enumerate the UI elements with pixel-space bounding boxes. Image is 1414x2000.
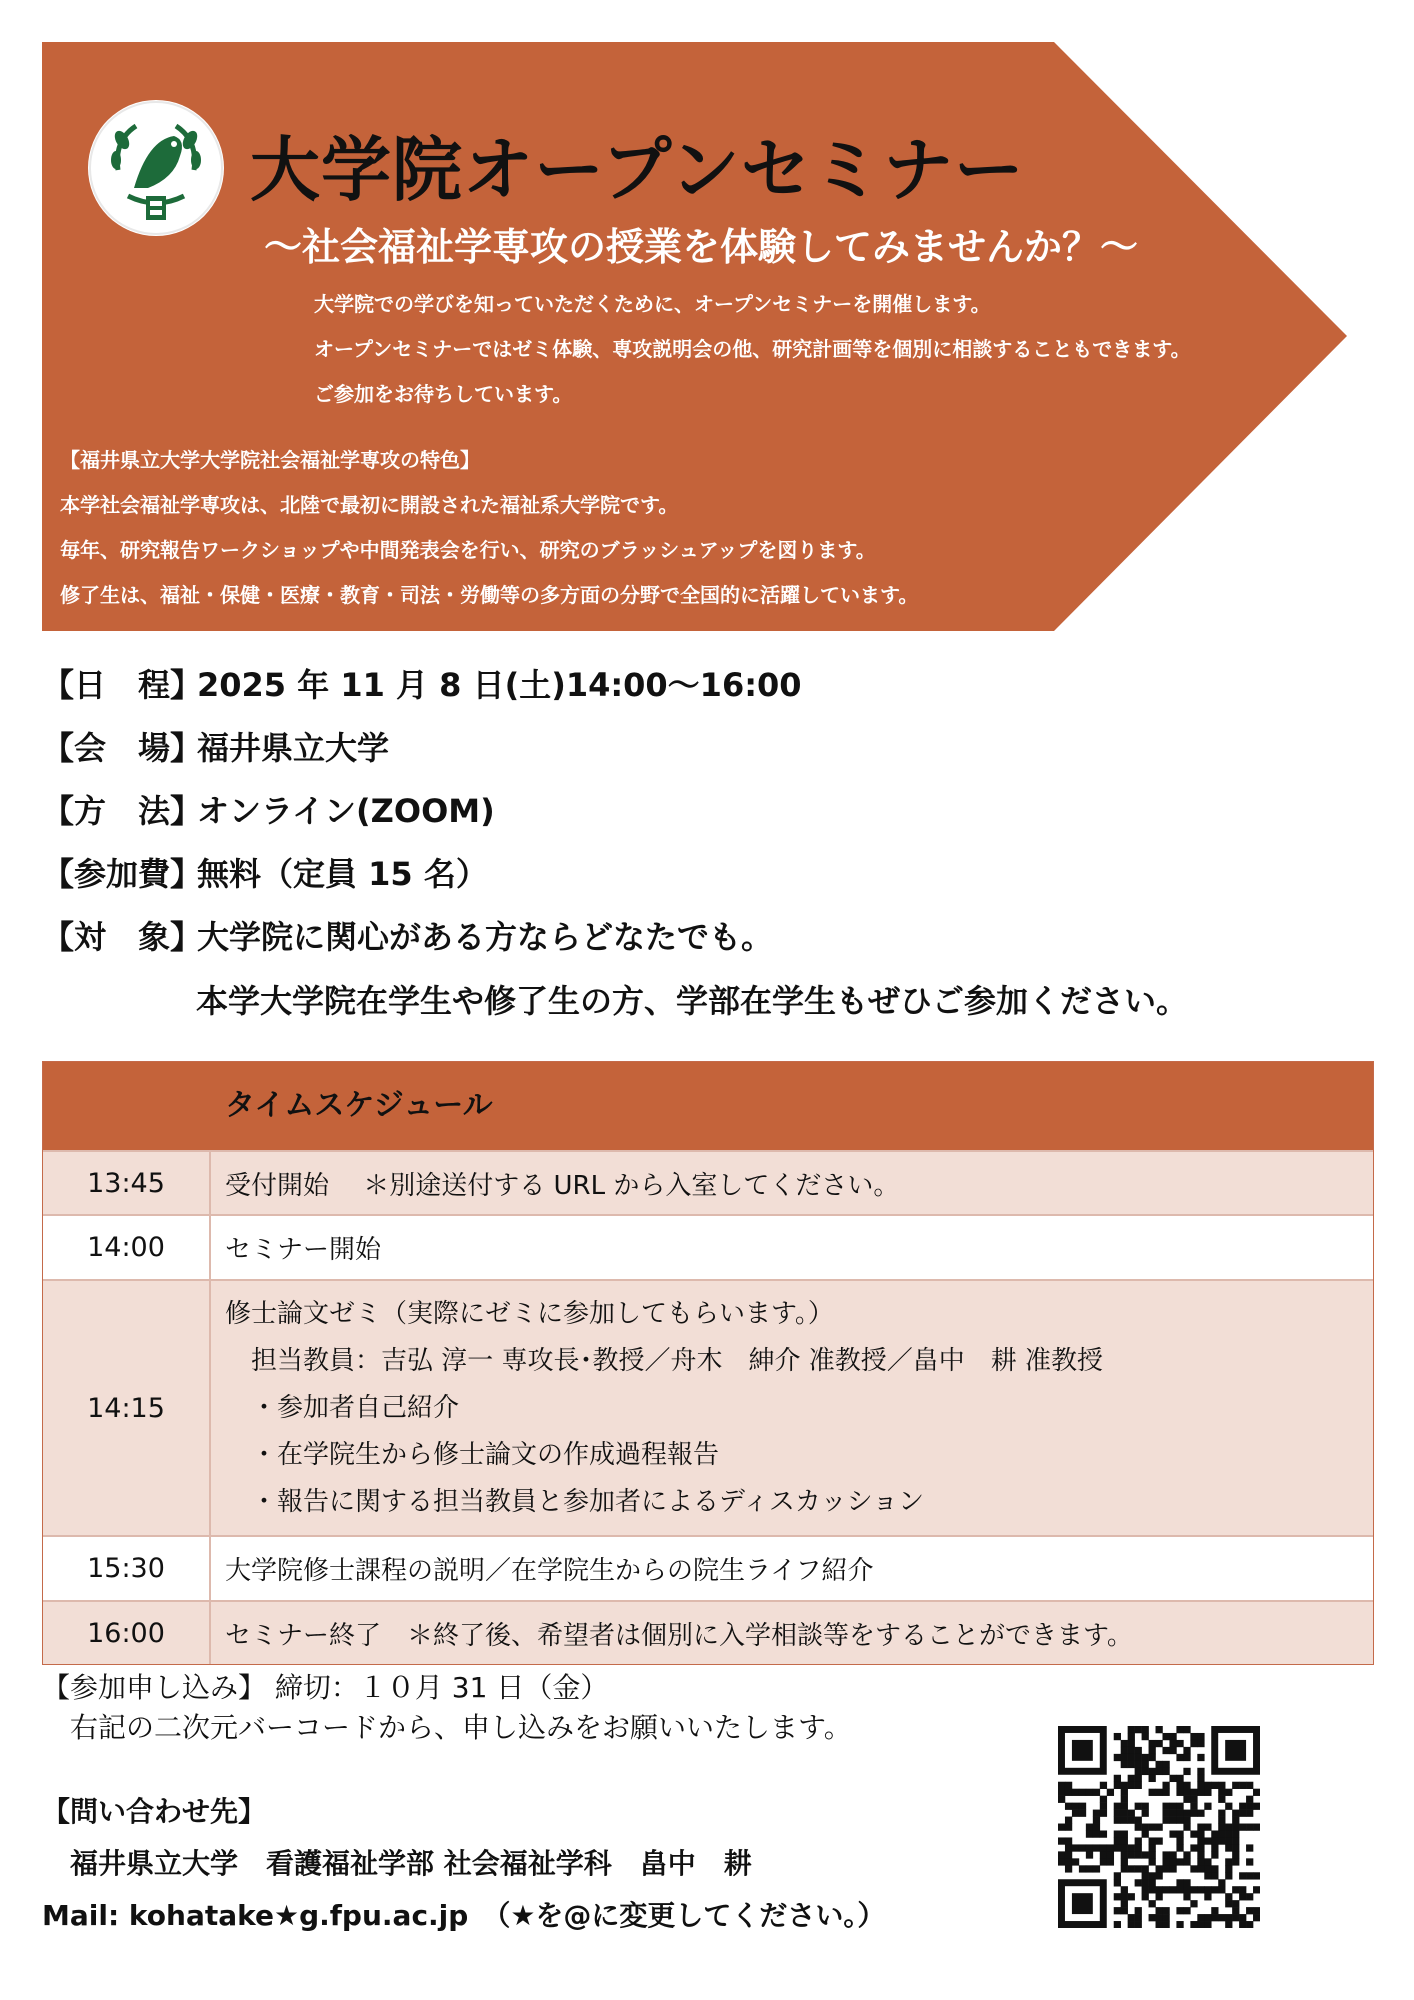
schedule-line: セミナー終了 ＊終了後、希望者は個別に入学相談等をすることができます。 (225, 1620, 1133, 1651)
schedule-line: ・参加者自己紹介 (225, 1392, 460, 1423)
intro-line: 大学院での学びを知っていただくために、オープンセミナーを開催します。 (314, 292, 991, 316)
info-value: 大学院に関心がある方ならどなたでも。 (197, 918, 774, 956)
info-value: オンライン(ZOOM) (197, 792, 495, 830)
schedule-desc (211, 1281, 1373, 1535)
schedule-line: 大学院修士課程の説明／在学院生からの院生ライフ紹介 (225, 1556, 874, 1586)
features-line: 本学社会福祉学専攻は、北陸で最初に開設された福祉系大学院です。 (60, 493, 679, 517)
header-banner (42, 42, 1347, 631)
page-subtitle: ～社会福祉学専攻の授業を体験してみませんか？～ (264, 225, 1139, 269)
application-instructions: 右記の二次元バーコードから、申し込みをお願いいたします。 (42, 1711, 852, 1744)
schedule-time: 15:30 (43, 1537, 211, 1600)
contact-info (42, 1786, 885, 1942)
info-label: 【方 法】 (42, 792, 203, 830)
table-row (43, 1150, 1373, 1214)
info-row-date (42, 660, 802, 723)
info-value: 2025 年 11 月 8 日(土)14:00～16:00 (197, 666, 802, 704)
info-label: 【日 程】 (42, 666, 203, 704)
schedule-time: 13:45 (43, 1152, 211, 1214)
schedule-desc (211, 1152, 1373, 1214)
table-row (43, 1279, 1373, 1535)
info-row-venue (42, 723, 802, 786)
schedule-desc (211, 1537, 1373, 1600)
intro-line: ご参加をお待ちしています。 (314, 382, 573, 406)
schedule-time: 16:00 (43, 1602, 211, 1664)
table-row (43, 1214, 1373, 1279)
features-line: 修了生は、福祉・保健・医療・教育・司法・労働等の多方面の分野で全国的に活躍しています。 (60, 583, 919, 607)
target-note: 本学大学院在学生や修了生の方、学部在学生もぜひご参加ください。 (196, 982, 1189, 1020)
schedule-table (42, 1061, 1374, 1665)
info-label: 【会 場】 (42, 729, 203, 767)
schedule-line: セミナー開始 (225, 1235, 382, 1265)
table-row (43, 1535, 1373, 1600)
info-row-target (42, 912, 802, 975)
features-text (60, 438, 918, 618)
schedule-line: ・報告に関する担当教員と参加者によるディスカッション (225, 1486, 925, 1517)
application-deadline: 【参加申し込み】 締切：１０月 31 日（金） (42, 1671, 609, 1704)
info-value: 福井県立大学 (197, 729, 390, 767)
schedule-line: 受付開始 ＊別途送付する URL から入室してください。 (225, 1170, 900, 1201)
schedule-time: 14:00 (43, 1216, 211, 1279)
schedule-line: ・在学院生から修士論文の作成過程報告 (225, 1439, 720, 1470)
university-emblem-icon (88, 100, 224, 236)
qr-code-icon[interactable] (1058, 1726, 1260, 1928)
info-value: 無料（定員 15 名） (197, 855, 488, 893)
schedule-line: 修士論文ゼミ（実際にゼミに参加してもらいます。） (225, 1298, 834, 1329)
info-label: 【対 象】 (42, 918, 203, 956)
contact-mail[interactable]: Mail: kohatake★g.fpu.ac.jp （★を@に変更してください。） (42, 1899, 886, 1932)
features-heading: 【福井県立大学大学院社会福祉学専攻の特色】 (60, 448, 480, 472)
event-info (42, 660, 802, 975)
intro-line: オープンセミナーではゼミ体験、専攻説明会の他、研究計画等を個別に相談することもできます。 (314, 337, 1191, 361)
contact-heading: 【問い合わせ先】 (42, 1795, 267, 1828)
application-info (42, 1668, 852, 1748)
schedule-header: タイムスケジュール (43, 1062, 1373, 1150)
page-title: 大学院オープンセミナー (250, 129, 1025, 211)
table-row (43, 1600, 1373, 1664)
schedule-time: 14:15 (43, 1281, 211, 1535)
schedule-desc (211, 1216, 1373, 1279)
info-row-fee (42, 849, 802, 912)
info-label: 【参加費】 (42, 855, 203, 893)
contact-org: 福井県立大学 看護福祉学部 社会福祉学科 畠中 耕 (42, 1847, 752, 1880)
schedule-line: 担当教員：吉弘 淳一 専攻長･教授／舟木 紳介 准教授／畠中 耕 准教授 (225, 1345, 1104, 1376)
schedule-desc (211, 1602, 1373, 1664)
info-row-method (42, 786, 802, 849)
features-line: 毎年、研究報告ワークショップや中間発表会を行い、研究のブラッシュアップを図ります。 (60, 538, 876, 562)
intro-text (314, 282, 1191, 417)
